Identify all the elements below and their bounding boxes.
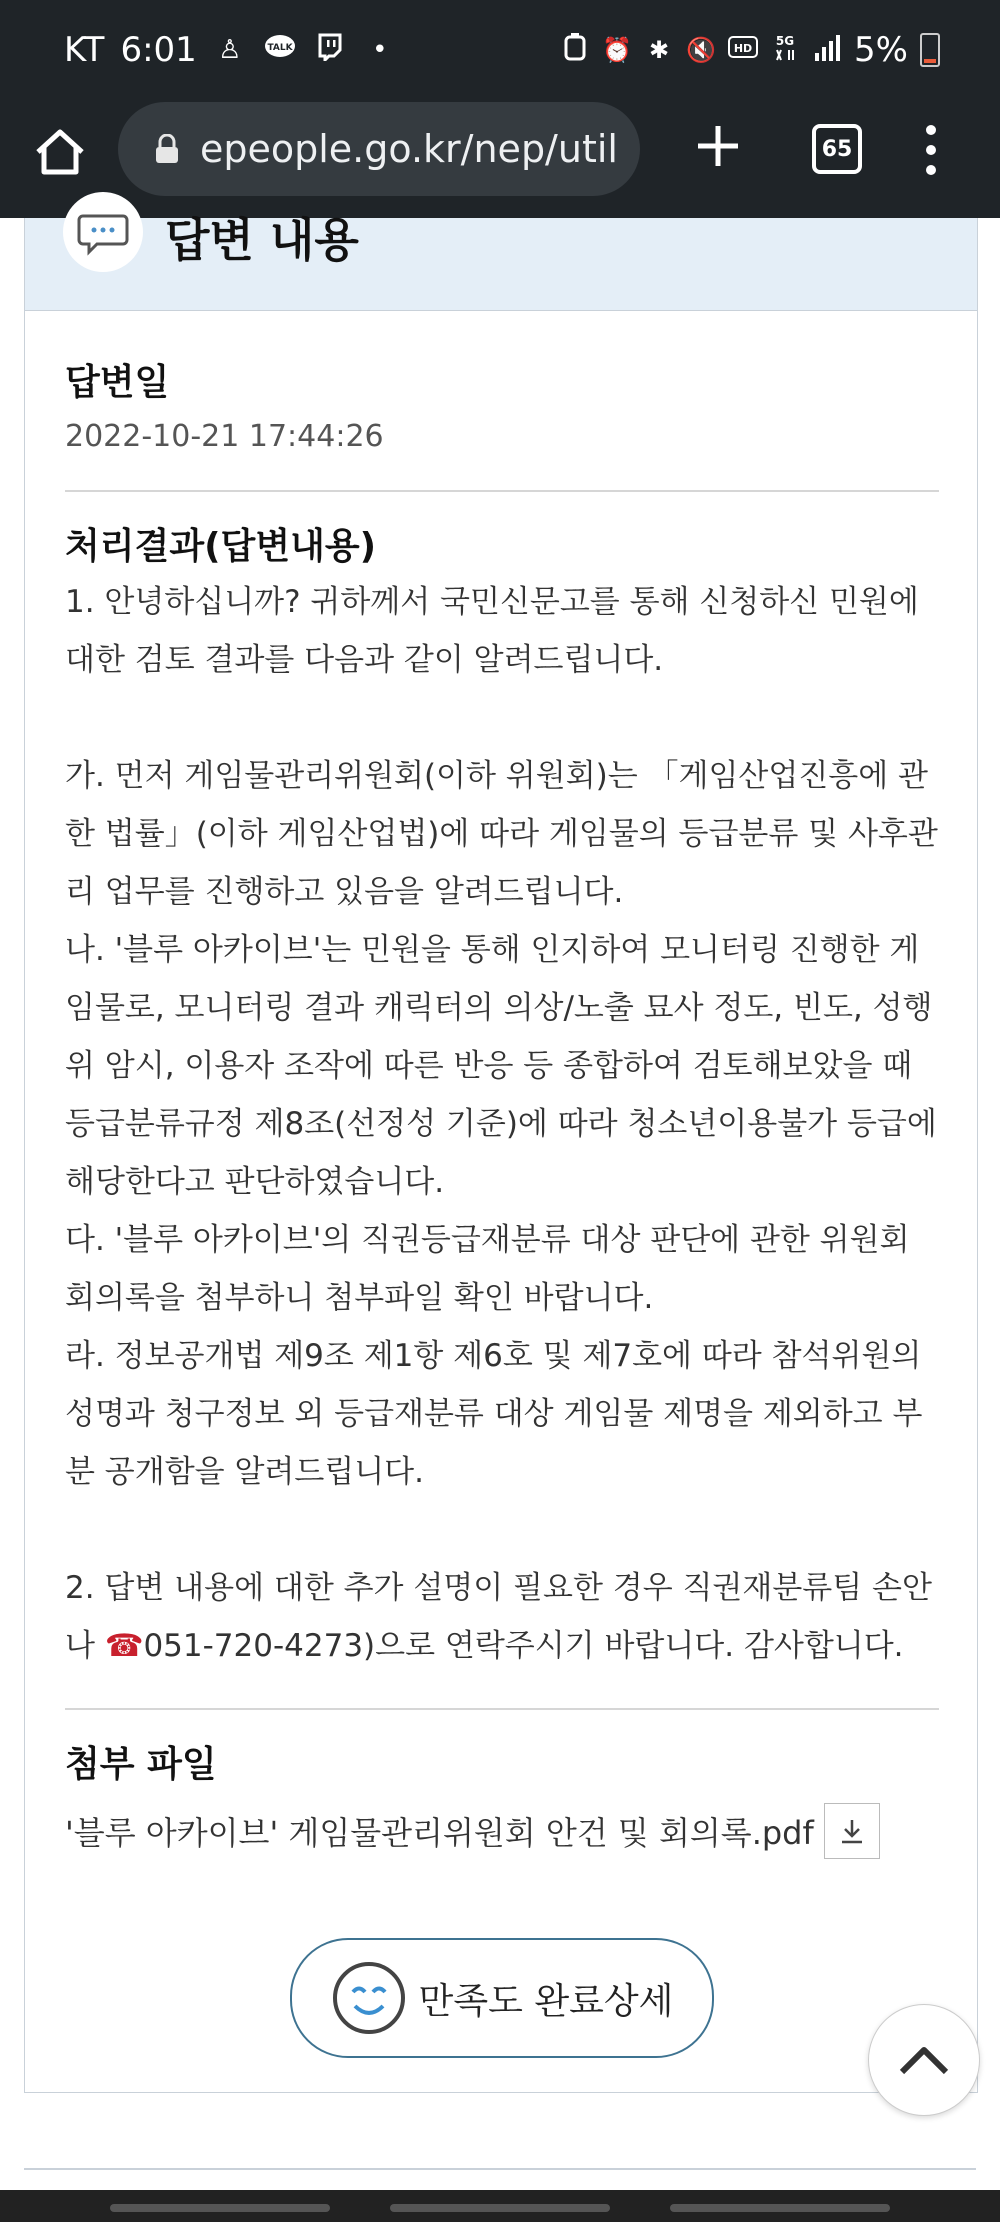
nav-home-handle[interactable]: [390, 2204, 610, 2212]
svg-text:5G: 5G: [775, 34, 795, 48]
battery-percent: 5%: [854, 30, 908, 70]
url-text: epeople.go.kr/nep/util: [200, 127, 618, 171]
status-right: [560, 30, 940, 70]
result-line: 임물로, 모니터링 결과 캐릭터의 의상/노출 묘사 정도, 빈도, 성행: [65, 990, 933, 1026]
clock: 6:01: [120, 30, 197, 70]
nav-recents-handle[interactable]: [110, 2204, 330, 2212]
chevron-up-icon: [896, 2042, 952, 2078]
attachment-section: [65, 1736, 939, 1859]
hd-icon: [728, 35, 758, 65]
result-line: 해당한다고 판단하였습니다.: [65, 1164, 445, 1200]
attachment-label: 첨부 파일: [65, 1744, 217, 1785]
attachment-row: [65, 1803, 939, 1859]
battery-icon: [920, 33, 940, 67]
satisfaction-label: 만족도 완료상세: [418, 1980, 674, 2022]
result-line: 나. '블루 아카이브'는 민원을 통해 인지하여 모니터링 진행한 게: [65, 932, 920, 968]
alarm-icon: ⏰: [602, 36, 632, 64]
kakaotalk-icon: [263, 34, 297, 67]
result-line: 리 업무를 진행하고 있음을 알려드립니다.: [65, 874, 624, 910]
result-label: 처리결과(답변내용): [65, 526, 377, 567]
attachment-file-link[interactable]: '블루 아카이브' 게임물관리위원회 안건 및 회의록.pdf: [65, 1814, 814, 1852]
new-tab-icon[interactable]: [690, 118, 746, 174]
svg-text:HD: HD: [733, 42, 753, 55]
system-nav-bar: [0, 2190, 1000, 2222]
panel-title: 답변 내용: [165, 213, 359, 267]
result-section: [65, 518, 939, 1675]
status-bar: [0, 0, 1000, 100]
person-icon: ♙: [218, 35, 242, 65]
result-line: 다. '블루 아카이브'의 직권등급재분류 대상 판단에 관한 위원회: [65, 1222, 910, 1258]
carrier-label: KT: [64, 30, 105, 70]
result-line-contact: [65, 1617, 939, 1675]
panel-header: [25, 213, 977, 311]
lock-icon: [154, 134, 180, 164]
mute-icon: 🔇: [686, 36, 716, 64]
satisfaction-detail-button[interactable]: [290, 1938, 714, 2058]
tab-switcher-button[interactable]: [812, 124, 862, 174]
divider: [24, 2168, 976, 2170]
svg-text:TALK: TALK: [267, 42, 293, 53]
result-line: 2. 답변 내용에 대한 추가 설명이 필요한 경우 직권재분류팀 손안: [65, 1570, 932, 1606]
contact-prefix: 나: [65, 1628, 105, 1664]
home-icon[interactable]: [30, 122, 90, 182]
smile-icon: [331, 1960, 407, 2036]
download-button[interactable]: [824, 1803, 880, 1859]
dot-icon: •: [372, 35, 388, 65]
result-line: 대한 검토 결과를 다음과 같이 알려드립니다.: [65, 642, 664, 678]
nav-back-handle[interactable]: [670, 2204, 890, 2212]
5g-icon: [770, 32, 800, 68]
divider: [65, 1708, 939, 1710]
chat-bubble-icon: [63, 192, 143, 272]
download-icon: [837, 1816, 867, 1846]
cast-icon: [560, 33, 590, 67]
result-line: 라. 정보공개법 제9조 제1항 제6호 및 제7호에 따라 참석위원의: [65, 1338, 922, 1374]
browser-toolbar: [0, 100, 1000, 218]
result-line: 회의록을 첨부하니 첨부파일 확인 바랍니다.: [65, 1280, 654, 1316]
answer-date-label: 답변일: [65, 362, 170, 403]
result-line: 등급분류규정 제8조(선정성 기준)에 따라 청소년이용불가 등급에: [65, 1106, 937, 1142]
phone-icon: ☎: [104, 1628, 144, 1664]
blank-line: [65, 1501, 939, 1559]
bluetooth-icon: ✱: [648, 36, 670, 64]
answer-panel: [24, 213, 978, 2093]
more-options-icon[interactable]: [916, 120, 946, 180]
result-line: 성명과 청구정보 외 등급재분류 대상 게임물 제명을 제외하고 부: [65, 1396, 923, 1432]
answer-date-value: 2022-10-21 17:44:26: [65, 419, 384, 454]
blank-line: [65, 689, 939, 747]
result-line: 위 암시, 이용자 조작에 따른 반응 등 종합하여 검토해보았을 때: [65, 1048, 913, 1084]
answer-date-section: [65, 354, 939, 454]
contact-text: 051-720-4273)으로 연락주시기 바랍니다. 감사합니다.: [143, 1628, 904, 1664]
result-line: 한 법률」(이하 게임산업법)에 따라 게임물의 등급분류 및 사후관: [65, 816, 938, 852]
address-bar[interactable]: [118, 102, 640, 196]
status-left: [64, 30, 397, 70]
result-line: 1. 안녕하십니까? 귀하께서 국민신문고를 통해 신청하신 민원에: [65, 584, 919, 620]
scroll-to-top-button[interactable]: [868, 2004, 980, 2116]
tab-count: 65: [821, 136, 853, 162]
result-body: [65, 573, 939, 1675]
divider: [65, 490, 939, 492]
result-line: 분 공개함을 알려드립니다.: [65, 1454, 424, 1490]
twitch-icon: [313, 33, 347, 68]
result-line: 가. 먼저 게임물관리위원회(이하 위원회)는 「게임산업진흥에 관: [65, 758, 928, 794]
signal-icon: [812, 33, 842, 67]
